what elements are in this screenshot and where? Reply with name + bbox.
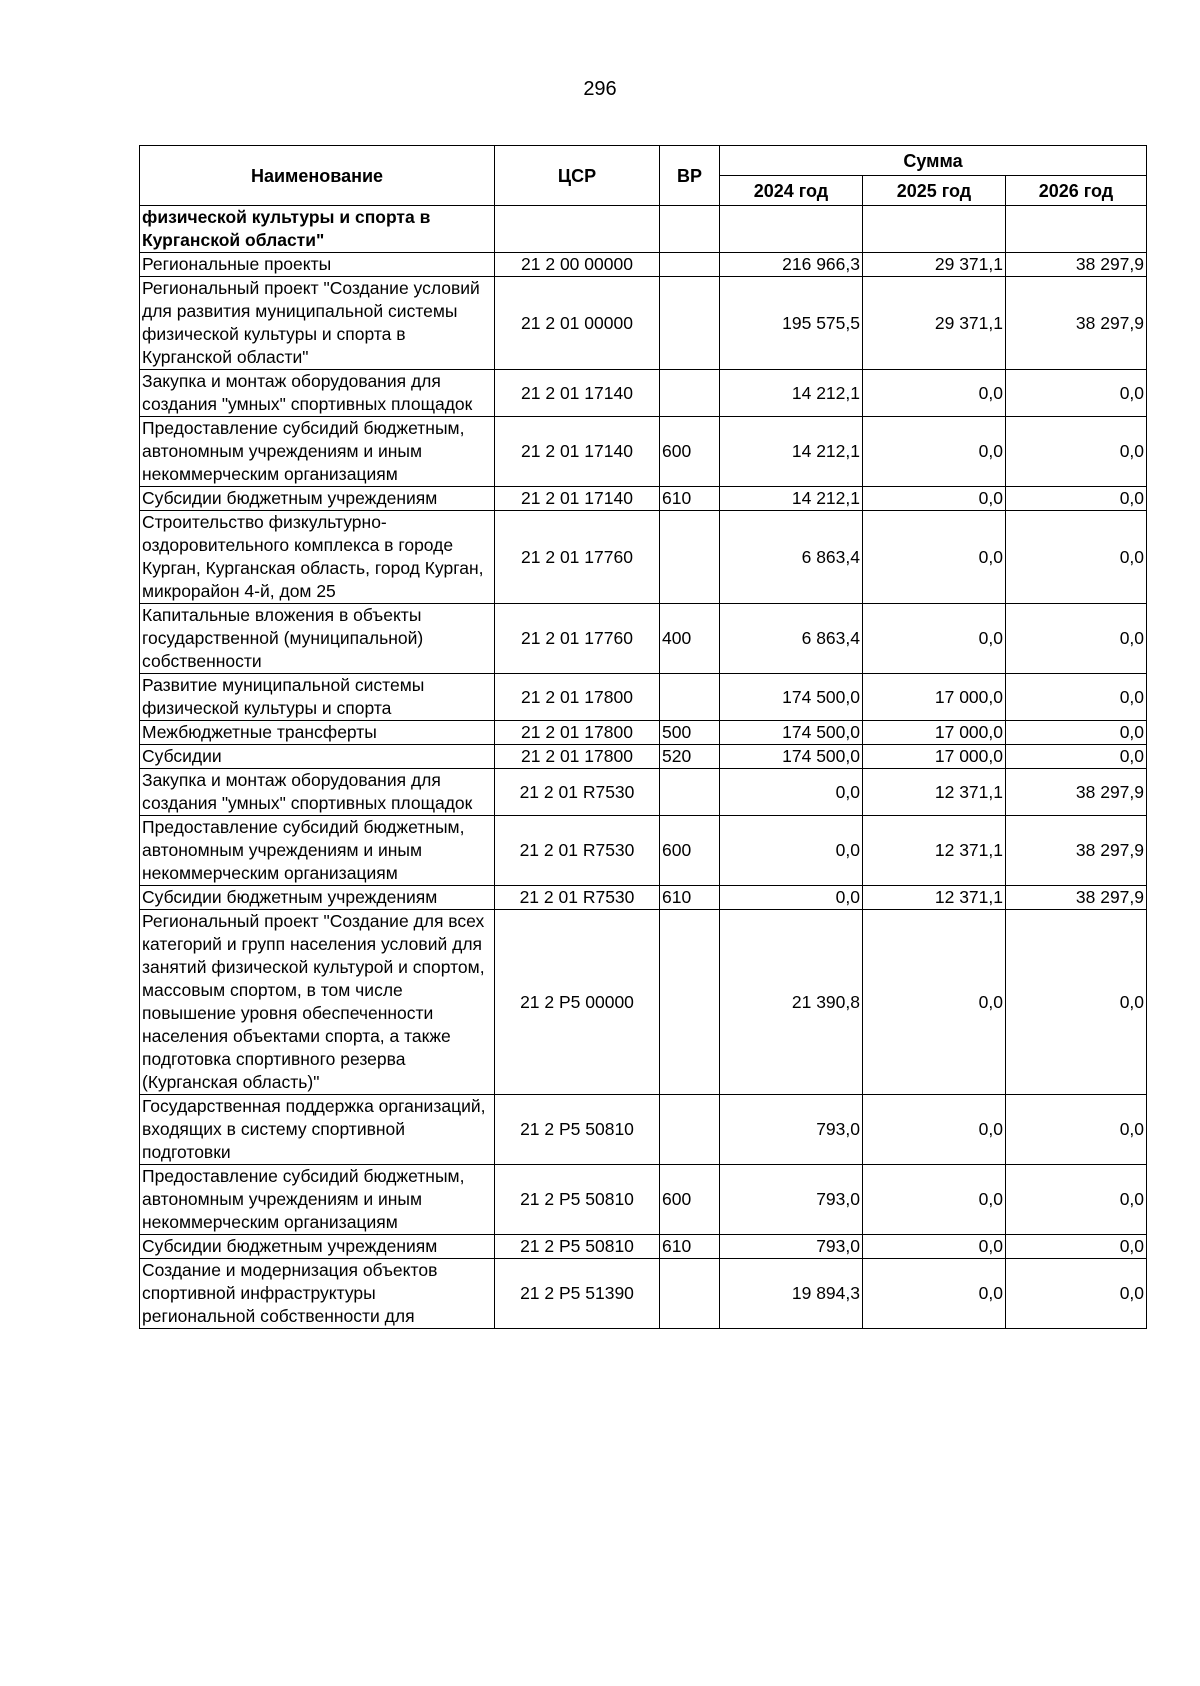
table-header [140,146,1147,206]
table-row [140,886,1147,910]
cell-csr: 21 2 01 00000 [495,277,660,370]
cell-y2024: 6 863,4 [720,604,863,674]
cell-csr: 21 2 P5 50810 [495,1235,660,1259]
cell-csr: 21 2 01 R7530 [495,769,660,816]
cell-y2026: 38 297,9 [1006,253,1147,277]
cell-y2025: 0,0 [863,1165,1006,1235]
cell-y2024: 19 894,3 [720,1259,863,1329]
cell-y2026: 0,0 [1006,417,1147,487]
cell-y2024: 6 863,4 [720,511,863,604]
cell-name: Строительство физкультурно-оздоровительного комплекса в городе Курган, Курганская область, город Курган, микрорайон 4-й, дом 25 [140,511,495,604]
cell-y2026: 0,0 [1006,674,1147,721]
cell-y2024: 195 575,5 [720,277,863,370]
cell-csr: 21 2 P5 51390 [495,1259,660,1329]
cell-y2024: 0,0 [720,769,863,816]
cell-name: Предоставление субсидий бюджетным, автономным учреждениям и иным некоммерческим организациям [140,417,495,487]
cell-vr: 610 [660,487,720,511]
cell-csr: 21 2 01 R7530 [495,886,660,910]
cell-name: Закупка и монтаж оборудования для создания "умных" спортивных площадок [140,769,495,816]
cell-y2024: 216 966,3 [720,253,863,277]
cell-y2025: 0,0 [863,910,1006,1095]
cell-y2026: 0,0 [1006,511,1147,604]
cell-csr: 21 2 01 17800 [495,674,660,721]
table-body [140,206,1147,1329]
cell-y2026: 0,0 [1006,370,1147,417]
table-row [140,745,1147,769]
cell-y2024: 174 500,0 [720,674,863,721]
cell-name: Региональный проект "Создание для всех категорий и групп населения условий для занятий физической культурой и спортом, массовым спортом, в том числе повышение уровня обеспеченности населения объектами спорта, а также подготовка спортивного резерва (Курганская область)" [140,910,495,1095]
cell-csr: 21 2 01 R7530 [495,816,660,886]
header-sum: Сумма [720,146,1147,176]
cell-y2024 [720,206,863,253]
cell-y2025: 0,0 [863,604,1006,674]
header-2026: 2026 год [1006,176,1147,206]
cell-y2025: 0,0 [863,1259,1006,1329]
cell-vr [660,511,720,604]
cell-y2026: 38 297,9 [1006,769,1147,816]
budget-table [139,145,1147,1329]
cell-csr: 21 2 01 17760 [495,604,660,674]
cell-vr: 610 [660,886,720,910]
table-row [140,277,1147,370]
cell-vr [660,277,720,370]
cell-name: Субсидии бюджетным учреждениям [140,487,495,511]
table-row [140,253,1147,277]
table-row [140,1259,1147,1329]
cell-y2026 [1006,206,1147,253]
table-row [140,370,1147,417]
cell-vr [660,1095,720,1165]
table-row [140,721,1147,745]
cell-y2026: 0,0 [1006,1165,1147,1235]
cell-name: Закупка и монтаж оборудования для создания "умных" спортивных площадок [140,370,495,417]
cell-csr: 21 2 01 17140 [495,370,660,417]
table-row [140,604,1147,674]
cell-vr: 400 [660,604,720,674]
cell-vr [660,206,720,253]
header-vr: ВР [660,146,720,206]
cell-y2026: 0,0 [1006,487,1147,511]
cell-y2026: 0,0 [1006,1095,1147,1165]
cell-y2024: 14 212,1 [720,417,863,487]
cell-y2025: 17 000,0 [863,721,1006,745]
table-row [140,674,1147,721]
cell-csr: 21 2 01 17800 [495,721,660,745]
cell-y2024: 174 500,0 [720,721,863,745]
cell-y2026: 0,0 [1006,745,1147,769]
cell-vr: 600 [660,816,720,886]
cell-y2024: 793,0 [720,1235,863,1259]
cell-name: Предоставление субсидий бюджетным, автономным учреждениям и иным некоммерческим организациям [140,816,495,886]
cell-y2025: 12 371,1 [863,886,1006,910]
cell-y2025: 17 000,0 [863,745,1006,769]
cell-vr [660,1259,720,1329]
table-row [140,487,1147,511]
cell-y2026: 0,0 [1006,910,1147,1095]
cell-name: Субсидии [140,745,495,769]
cell-y2024: 0,0 [720,886,863,910]
cell-y2025: 0,0 [863,511,1006,604]
cell-y2026: 38 297,9 [1006,816,1147,886]
cell-y2024: 0,0 [720,816,863,886]
cell-vr: 500 [660,721,720,745]
cell-name: Межбюджетные трансферты [140,721,495,745]
table-row [140,1165,1147,1235]
cell-vr: 600 [660,417,720,487]
cell-vr: 610 [660,1235,720,1259]
cell-y2025: 0,0 [863,487,1006,511]
cell-vr [660,253,720,277]
cell-vr: 600 [660,1165,720,1235]
cell-csr: 21 2 P5 50810 [495,1095,660,1165]
cell-csr: 21 2 01 17760 [495,511,660,604]
table-row [140,417,1147,487]
page-number: 296 [583,78,617,100]
cell-vr [660,674,720,721]
cell-csr: 21 2 01 17800 [495,745,660,769]
cell-csr: 21 2 01 17140 [495,487,660,511]
cell-name: Создание и модернизация объектов спортивной инфраструктуры региональной собственности для [140,1259,495,1329]
table-row [140,1095,1147,1165]
cell-name: Предоставление субсидий бюджетным, автономным учреждениям и иным некоммерческим организациям [140,1165,495,1235]
cell-vr [660,370,720,417]
header-2025: 2025 год [863,176,1006,206]
cell-y2025: 0,0 [863,370,1006,417]
header-csr: ЦСР [495,146,660,206]
cell-y2025: 29 371,1 [863,253,1006,277]
header-2024: 2024 год [720,176,863,206]
header-name: Наименование [140,146,495,206]
cell-y2024: 793,0 [720,1095,863,1165]
cell-y2026: 0,0 [1006,721,1147,745]
cell-name: Развитие муниципальной системы физической культуры и спорта [140,674,495,721]
cell-y2025: 29 371,1 [863,277,1006,370]
cell-y2026: 0,0 [1006,604,1147,674]
cell-y2025: 0,0 [863,417,1006,487]
cell-y2025 [863,206,1006,253]
table-row [140,206,1147,253]
table-row [140,910,1147,1095]
cell-y2025: 0,0 [863,1235,1006,1259]
cell-y2024: 21 390,8 [720,910,863,1095]
cell-name: Капитальные вложения в объекты государственной (муниципальной) собственности [140,604,495,674]
cell-y2025: 17 000,0 [863,674,1006,721]
cell-csr [495,206,660,253]
cell-csr: 21 2 01 17140 [495,417,660,487]
cell-csr: 21 2 P5 50810 [495,1165,660,1235]
cell-y2024: 14 212,1 [720,487,863,511]
cell-vr: 520 [660,745,720,769]
cell-csr: 21 2 P5 00000 [495,910,660,1095]
cell-name: Государственная поддержка организаций, входящих в систему спортивной подготовки [140,1095,495,1165]
table-row [140,511,1147,604]
cell-y2025: 12 371,1 [863,769,1006,816]
cell-y2025: 0,0 [863,1095,1006,1165]
cell-y2026: 0,0 [1006,1235,1147,1259]
cell-vr [660,910,720,1095]
cell-csr: 21 2 00 00000 [495,253,660,277]
cell-name: Региональный проект "Создание условий для развития муниципальной системы физической культуры и спорта в Курганской области" [140,277,495,370]
cell-y2026: 38 297,9 [1006,886,1147,910]
cell-y2024: 174 500,0 [720,745,863,769]
cell-name: Субсидии бюджетным учреждениям [140,886,495,910]
cell-y2025: 12 371,1 [863,816,1006,886]
table-row [140,769,1147,816]
cell-name: физической культуры и спорта в Курганской области" [140,206,495,253]
cell-y2026: 0,0 [1006,1259,1147,1329]
cell-name: Субсидии бюджетным учреждениям [140,1235,495,1259]
table-row [140,816,1147,886]
cell-vr [660,769,720,816]
table-row [140,1235,1147,1259]
cell-y2024: 14 212,1 [720,370,863,417]
cell-y2024: 793,0 [720,1165,863,1235]
cell-y2026: 38 297,9 [1006,277,1147,370]
cell-name: Региональные проекты [140,253,495,277]
